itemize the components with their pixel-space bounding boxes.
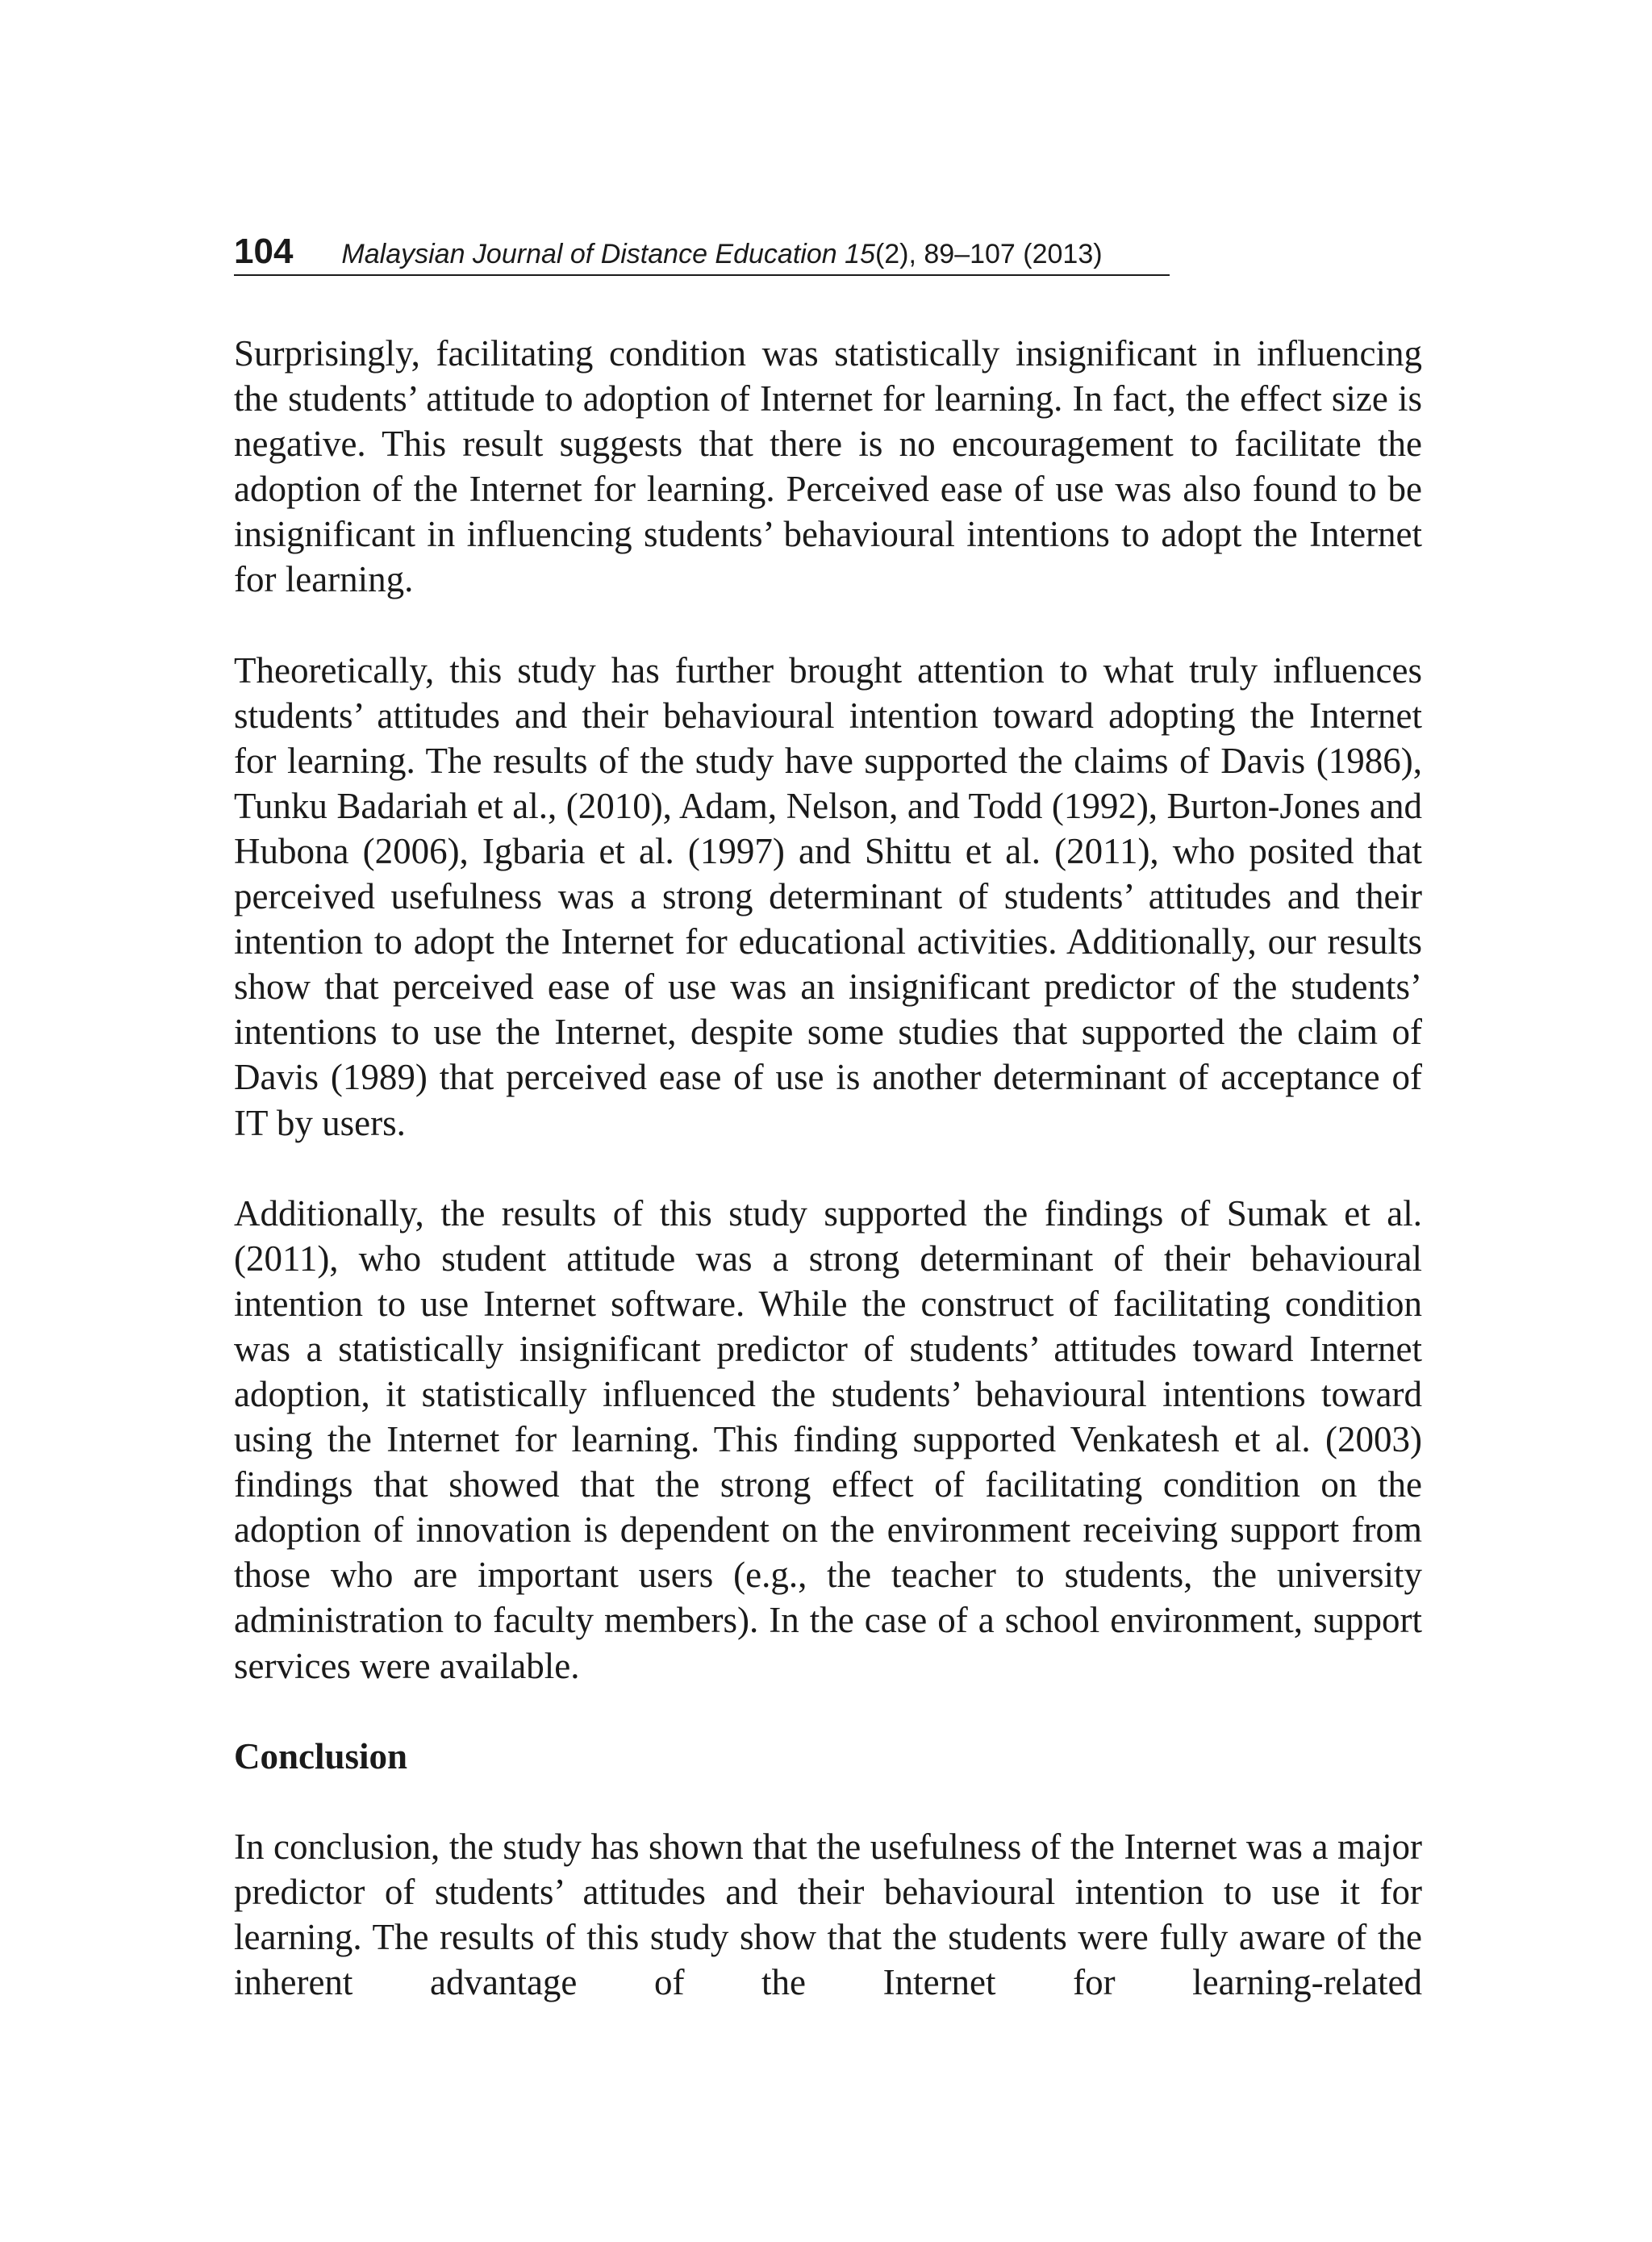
page: [234, 234, 1422, 2005]
journal-volume: 15: [845, 239, 875, 269]
section-heading-conclusion: Conclusion: [234, 1735, 408, 1776]
body-paragraph-3: Additionally, the results of this study supported the findings of Sumak et al. (2011), who student attitude was a strong determinant of their behavioural intention to use Internet software. While the construct of facilitating condition was a statistically insignificant predictor of students’ attitudes toward Internet adoption, it statistically influenced the students’ behavioural intentions toward using the Internet for learning. This finding supported Venkatesh et al. (2003) findings that showed that the strong effect of facilitating condition on the adoption of innovation is dependent on the environment receiving support from those who are important users (e.g., the teacher to students, the university administration to faculty members). In the case of a school environment, support services were available.: [234, 1192, 1422, 1686]
journal-title: Malaysian Journal of Distance Education: [341, 239, 837, 269]
running-header: [234, 234, 1170, 276]
body-paragraph-2: Theoretically, this study has further brought attention to what truly influences students’ attitudes and their behavioural intention toward adopting the Internet for learning. The results of the study have supported the claims of Davis (1986), Tunku Badariah et al., (2010), Adam, Nelson, and Todd (1992), Burton-Jones and Hubona (2006), Igbaria et al. (1997) and Shittu et al. (2011), who posited that perceived usefulness was a strong determinant of students’ attitudes and their intention to adopt the Internet for educational activities. Additionally, our results show that perceived ease of use was an insignificant predictor of the students’ intentions to use the Internet, despite some studies that supported the claim of Davis (1989) that perceived ease of use is another determinant of acceptance of IT by users.: [234, 649, 1422, 1143]
journal-issue-pages: (2), 89–107 (2013): [874, 239, 1103, 269]
page-number: 104: [234, 232, 294, 271]
conclusion-paragraph: In conclusion, the study has shown that the usefulness of the Internet was a major predictor of students’ attitudes and their behavioural intention to use it for learning. The results of this study show that the students were fully aware of the inherent advantage of the Internet for learning-related: [234, 1826, 1422, 2002]
body-paragraph-1: Surprisingly, facilitating condition was statistically insignificant in influencing the students’ attitude to adoption of Internet for learning. In fact, the effect size is negative. This result suggests that there is no encouragement to facilitate the adoption of the Internet for learning. Perceived ease of use was also found to be insignificant in influencing students’ behavioural intentions to adopt the Internet for learning.: [234, 333, 1422, 600]
journal-citation: [341, 240, 1102, 268]
